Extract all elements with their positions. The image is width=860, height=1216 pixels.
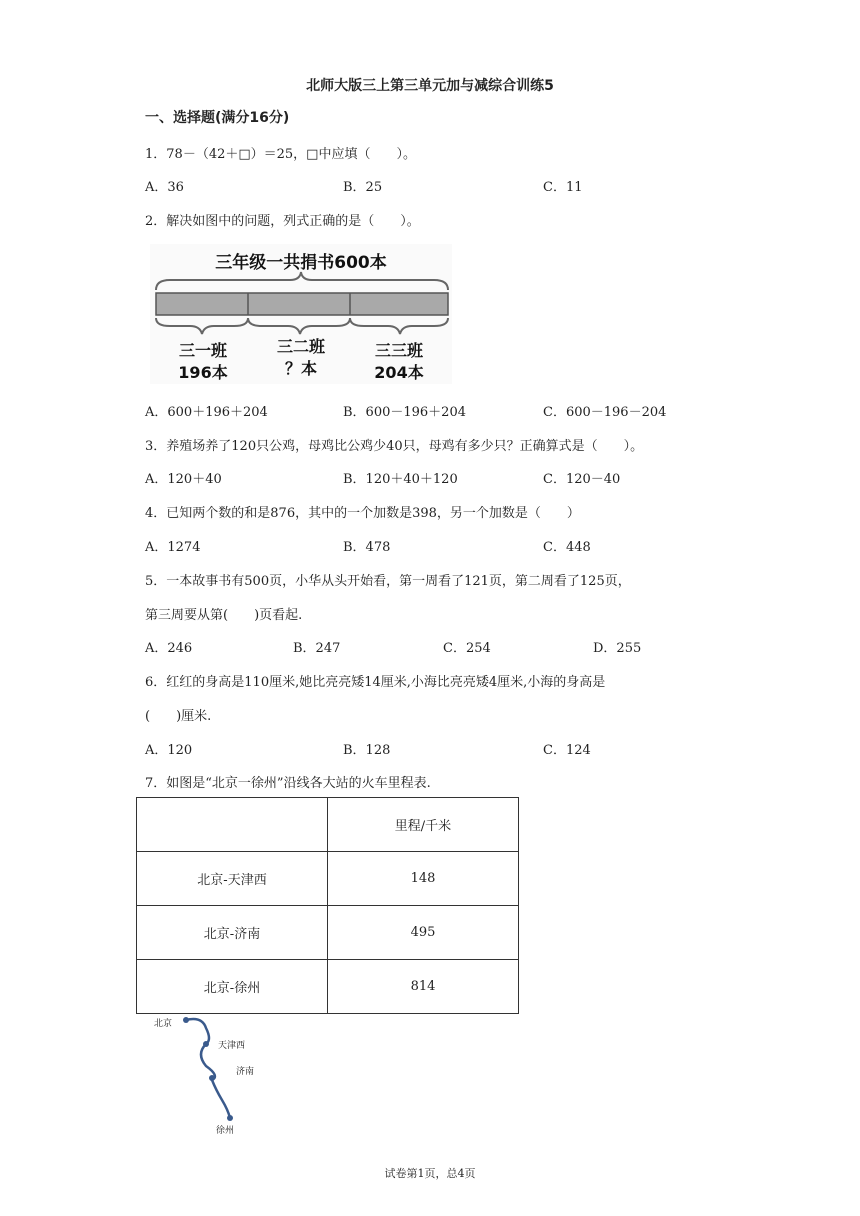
table-row bbox=[137, 852, 519, 906]
total-bar bbox=[156, 293, 448, 315]
diagram-title: 三年级一共捐书600本 bbox=[215, 253, 387, 273]
table-header-row bbox=[137, 798, 519, 852]
station-label-xuzhou: 徐州 bbox=[216, 1126, 235, 1136]
question-6-cont: ( )厘米. bbox=[145, 709, 212, 724]
station-label-beijing: 北京 bbox=[154, 1019, 173, 1029]
q3-option-c: C．120－40 bbox=[543, 472, 621, 487]
station-label-tianjinxi: 天津西 bbox=[218, 1041, 246, 1051]
question-7: 7．如图是“北京一徐州”沿线各大站的火车里程表. bbox=[145, 776, 431, 791]
page-title: 北师大版三上第三单元加与减综合训练5 bbox=[306, 78, 554, 94]
brace-class-2 bbox=[248, 318, 350, 334]
table-cell: 北京-徐州 bbox=[137, 960, 328, 1014]
q2-option-c: C．600－196－204 bbox=[543, 405, 667, 420]
question-2: 2．解决如图中的问题，列式正确的是（ ）。 bbox=[145, 214, 420, 229]
table-cell: 495 bbox=[328, 906, 519, 960]
station-label-jinan: 济南 bbox=[236, 1067, 255, 1077]
page-footer: 试卷第1页，总4页 bbox=[384, 1167, 476, 1180]
top-brace bbox=[156, 272, 448, 290]
q2-option-b: B．600－196＋204 bbox=[343, 405, 466, 420]
table-header-cell bbox=[137, 798, 328, 852]
section-heading: 一、选择题(满分16分) bbox=[145, 110, 290, 126]
class-3-value: 204本 bbox=[374, 363, 424, 382]
class-1-name: 三一班 bbox=[178, 341, 227, 360]
table-row bbox=[137, 960, 519, 1014]
question-1: 1．78－（42＋□）＝25，□中应填（ ）。 bbox=[145, 147, 416, 162]
class-1-value: 196本 bbox=[178, 363, 228, 382]
brace-class-1 bbox=[156, 318, 248, 334]
table-row bbox=[137, 906, 519, 960]
station-beijing-dot bbox=[183, 1017, 189, 1023]
question-5-cont: 第三周要从第( )页看起. bbox=[145, 608, 303, 623]
class-3-name: 三三班 bbox=[374, 341, 423, 360]
q5-option-c: C．254 bbox=[443, 641, 491, 656]
book-donation-diagram bbox=[150, 244, 452, 384]
q1-option-b: B．25 bbox=[343, 180, 383, 195]
table-cell: 北京-济南 bbox=[137, 906, 328, 960]
question-4: 4．已知两个数的和是876，其中的一个加数是398，另一个加数是（ ） bbox=[145, 506, 580, 521]
table-cell: 148 bbox=[328, 852, 519, 906]
q4-option-a: A．1274 bbox=[145, 540, 201, 555]
station-jinan-dot bbox=[209, 1075, 215, 1081]
brace-class-3 bbox=[350, 318, 448, 334]
q5-option-a: A．246 bbox=[145, 641, 193, 656]
route-map bbox=[150, 1010, 270, 1135]
question-3: 3．养殖场养了120只公鸡，母鸡比公鸡少40只，母鸡有多少只？正确算式是（ ）。 bbox=[145, 439, 644, 454]
q1-option-c: C．11 bbox=[543, 180, 583, 195]
table-header-cell: 里程/千米 bbox=[328, 798, 519, 852]
distance-table bbox=[136, 797, 519, 1014]
q1-option-a: A．36 bbox=[145, 180, 184, 195]
q5-option-b: B．247 bbox=[293, 641, 341, 656]
q3-option-a: A．120＋40 bbox=[145, 472, 222, 487]
station-xuzhou-dot bbox=[227, 1115, 233, 1121]
station-tianjinxi-dot bbox=[203, 1041, 209, 1047]
q6-option-c: C．124 bbox=[543, 743, 591, 758]
class-2-name: 三二班 bbox=[276, 337, 325, 356]
q6-option-a: A．120 bbox=[145, 743, 193, 758]
q4-option-b: B．478 bbox=[343, 540, 391, 555]
question-5: 5．一本故事书有500页，小华从头开始看，第一周看了121页，第二周看了125页， bbox=[145, 574, 631, 589]
q5-option-d: D．255 bbox=[593, 641, 642, 656]
table-cell: 北京-天津西 bbox=[137, 852, 328, 906]
q6-option-b: B．128 bbox=[343, 743, 391, 758]
q3-option-b: B．120＋40＋120 bbox=[343, 472, 458, 487]
class-2-value: ？本 bbox=[284, 359, 317, 378]
q2-option-a: A．600＋196＋204 bbox=[145, 405, 268, 420]
q4-option-c: C．448 bbox=[543, 540, 591, 555]
question-6: 6．红红的身高是110厘米,她比亮亮矮14厘米,小海比亮亮矮4厘米,小海的身高是 bbox=[145, 675, 606, 690]
table-cell: 814 bbox=[328, 960, 519, 1014]
